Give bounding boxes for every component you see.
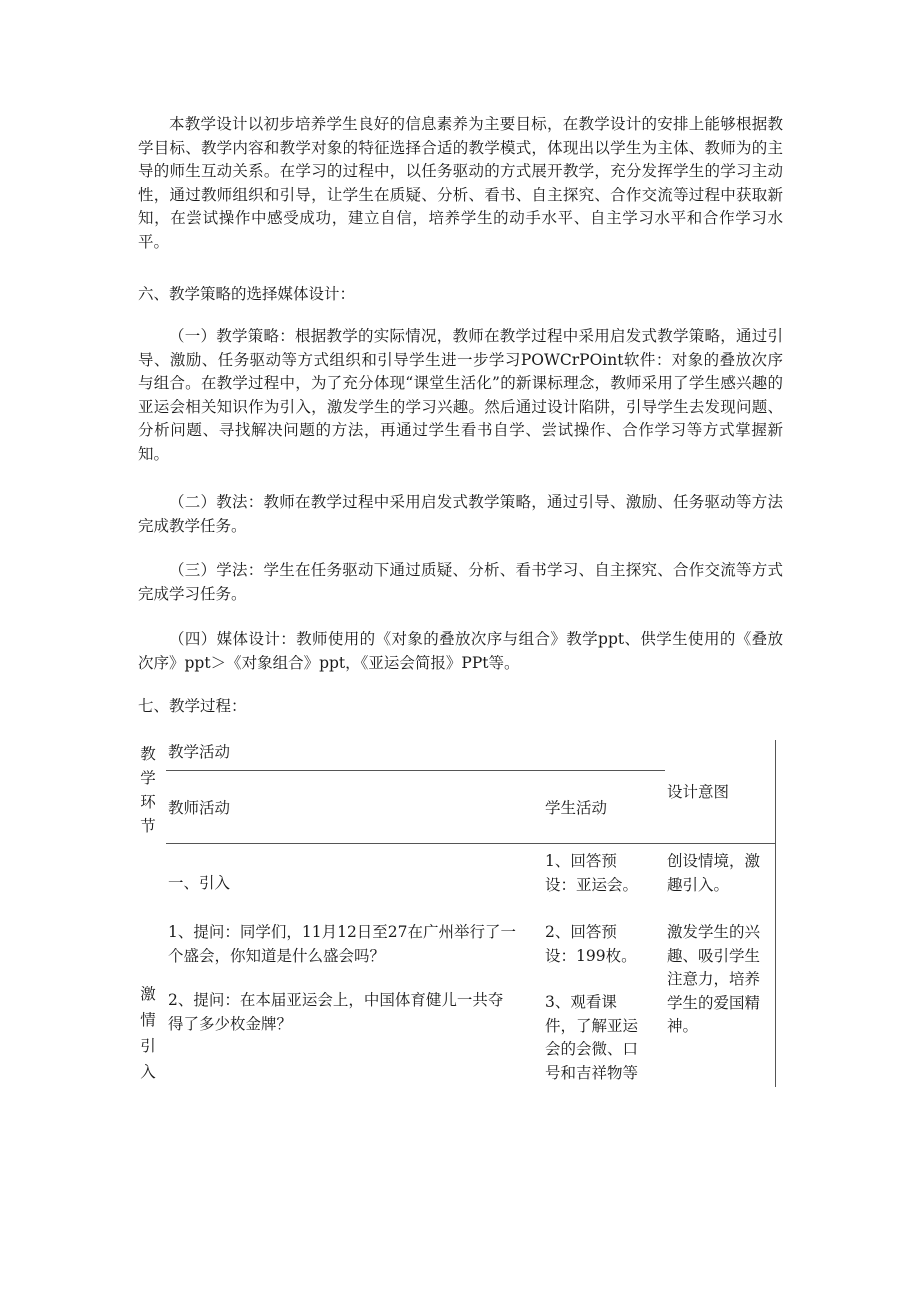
strategy-paragraph-3: （三）学法：学生在任务驱动下通过质疑、分析、看书学习、自主探究、合作交流等方式完成学习任务。 [138, 561, 783, 603]
stage-header-char-3: 环 [140, 793, 156, 811]
section-6-heading: 六、教学策略的选择媒体设计： [138, 285, 356, 303]
header-divider-upper [166, 770, 665, 771]
stage-name-char-4: 入 [140, 1063, 156, 1081]
teacher-row-intro: 一、引入 [168, 874, 231, 892]
student-row-1: 1、回答预设：亚运会。 [545, 852, 639, 894]
teacher-activity-header: 教师活动 [168, 799, 231, 817]
strategy-paragraph-1: （一）教学策略：根据教学的实际情况，教师在教学过程中采用启发式教学策略，通过引导、激励、任务驱动等方式组织和引导学生进一步学习POWCrPOint软件：对象的叠放次序与组合。在教学过程中，为了充分体现“课堂生活化”的新课标理念，教师采用了学生感兴趣的亚运会相关知识作为引入，激发学生的学习兴趣。然后通过设计陷阱，引导学生去发现问题、分析问题、寻找解决问题的方法，再通过学生看书自学、尝试操作、合作学习等方式掌握新知。 [138, 327, 783, 463]
stage-header-char-4: 节 [140, 817, 156, 835]
intro-paragraph: 本教学设计以初步培养学生良好的信息素养为主要目标，在教学设计的安排上能够根据教学目标、教学内容和教学对象的特征选择合适的教学模式，体现出以学生为主体、教师为的主导的师生互动关系。在学习的过程中，以任务驱动的方式展开教学，充分发挥学生的学习主动性，通过教师组织和引导，让学生在质疑、分析、看书、自主探究、合作交流等过程中获取新知，在尝试操作中感受成功，建立自信，培养学生的动手水平、自主学习水平和合作学习水平。 [138, 115, 783, 251]
student-activity-header: 学生活动 [545, 799, 608, 817]
header-divider-lower [166, 843, 775, 844]
teacher-row-question-2: 2、提问：在本届亚运会上，中国体育健儿一共夺得了多少枚金牌？ [168, 991, 504, 1033]
activity-header: 教学活动 [168, 743, 231, 761]
intent-row-1: 创设情境，激趣引入。 [667, 852, 761, 894]
student-row-2: 2、回答预设：199枚。 [545, 923, 637, 965]
design-intent-header: 设计意图 [667, 783, 730, 801]
strategy-paragraph-4: （四）媒体设计：教师使用的《对象的叠放次序与组合》教学ppt、供学生使用的《叠放次序》ppt＞《对象组合》ppt，《亚运会简报》PPt等。 [138, 630, 783, 672]
table-right-border [775, 740, 776, 1087]
section-7-heading: 七、教学过程： [138, 697, 247, 715]
student-row-3: 3、观看课件，了解亚运会的会微、口号和吉祥物等 [545, 993, 639, 1082]
teacher-row-question-1: 1、提问：同学们，11月12日至27在广州举行了一个盛会，你知道是什么盛会吗？ [168, 923, 517, 965]
stage-header-char-1: 教 [140, 745, 156, 763]
stage-name-char-1: 激 [140, 985, 156, 1003]
stage-header-char-2: 学 [140, 769, 156, 787]
stage-name-char-2: 情 [140, 1011, 156, 1029]
strategy-paragraph-2: （二）教法：教师在教学过程中采用启发式教学策略，通过引导、激励、任务驱动等方法完成教学任务。 [138, 493, 783, 535]
stage-name-char-3: 引 [140, 1037, 156, 1055]
intent-row-2: 激发学生的兴趣、吸引学生注意力，培养学生的爱国精神。 [667, 923, 761, 1035]
